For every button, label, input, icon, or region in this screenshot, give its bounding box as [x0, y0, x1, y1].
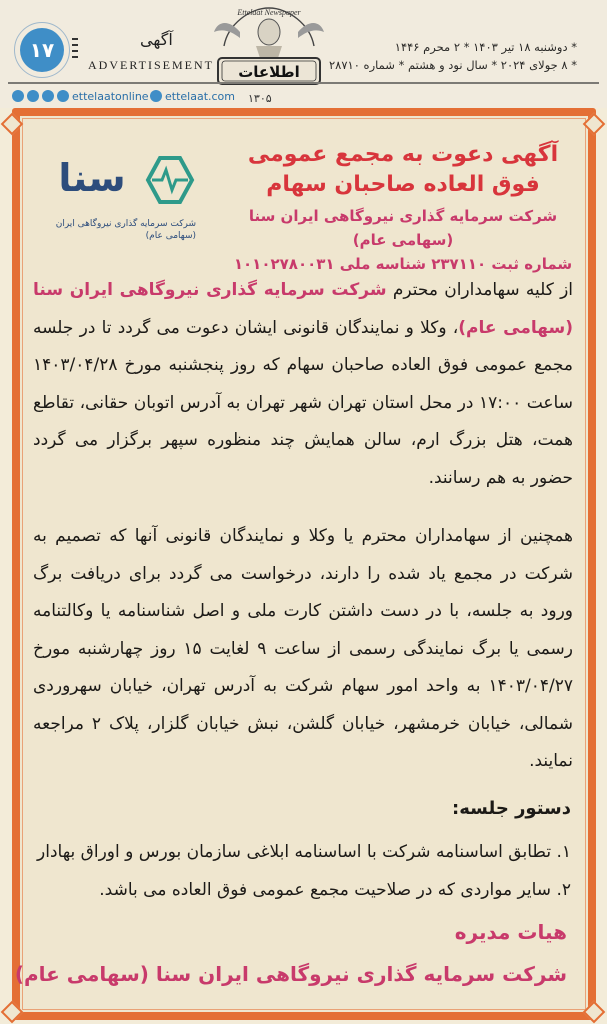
date-line-2: * ۸ جولای ۲۰۲۴ * سال نود و هشتم * شماره ۲۸۷۱۰ — [329, 58, 577, 72]
registration-paragraph: همچنین از سهامداران محترم یا وکلا و نمایندگان قانونی آنها که تصمیم به شرکت در مجمع یاد شده را دارند، درخواست می گردد برای دریافت برگ ورود به جلسه، با در دست داشتن کارت ملی و اصل شناسنامه یا وکالتنامه رسمی یا برگ نمایندگی رسمی از ساعت ۹ لغایت ۱۵ روز چهارشنبه مورخ ۱۴۰۳/۰۴/۲۷ به واحد امور سهام شرکت به آدرس تهران، خیابان سهروردی شمالی، خیابان خرمشهر، خیابان گلشن، نبش خیابان گلزار، پلاک ۲ مراجعه نمایند. — [33, 526, 574, 771]
sana-logo-subtitle: شرکت سرمایه گذاری نیروگاهی ایران (سهامی عام) — [55, 219, 196, 241]
ad-title-block — [223, 140, 583, 276]
twitter-icon — [27, 90, 39, 102]
invitation-prefix: از کلیه سهامداران محترم — [392, 280, 574, 300]
agenda-item: ۱. تطابق اساسنامه شرکت با اساسنامه ابلاغی سازمان بورس و اوراق بهادار — [37, 842, 571, 862]
board-of-directors: هیات مدیره — [454, 920, 567, 944]
company-signature: شرکت سرمایه گذاری نیروگاهی ایران سنا (سهامی عام) — [14, 962, 567, 986]
instagram-icon — [42, 90, 54, 102]
invitation-paragraph — [33, 272, 573, 497]
website-text: ettelaat.com — [165, 90, 236, 103]
telegram-icon — [12, 90, 24, 102]
globe-icon — [150, 90, 162, 102]
advertisement-label-fa: آگهی — [140, 30, 173, 49]
social-links[interactable] — [12, 90, 149, 103]
aparat-icon — [57, 90, 69, 102]
invitation-details: ، وکلا و نمایندگان قانونی ایشان دعوت می گردد تا در جلسه مجمع عمومی فوق العاده صاحبان سهام که روز پنجشنبه مورخ ۱۴۰۳/۰۴/۲۸ ساعت ۱۷:۰۰ در محل استان تهران شهر تهران به آدرس اتوبان حقانی، تقاطع همت، هتل بزرگ ارم، سالن همایش چند منظوره سپهر برگزار می گردد حضور به هم رسانند. — [33, 317, 573, 488]
company-name: شرکت سرمایه گذاری نیروگاهی ایران سنا (سهامی عام) — [248, 207, 558, 249]
newspaper-header — [0, 0, 607, 108]
ad-title-line-2: فوق العاده صاحبان سهام — [266, 172, 540, 197]
agenda-title: دستور جلسه: — [452, 798, 571, 819]
sana-logo — [40, 146, 200, 254]
invitation-company: شرکت سرمایه گذاری نیروگاهی ایران سنا (سهامی عام) — [33, 280, 573, 338]
newspaper-name: اطلاعات — [238, 63, 300, 81]
sana-logo-mark-icon — [142, 150, 198, 210]
established-year: ۱۳۰۵ — [248, 92, 272, 105]
date-line-1: * دوشنبه ۱۸ تیر ۱۴۰۳ * ۲ محرم ۱۴۴۶ — [394, 40, 577, 54]
ad-title-line-1: آگهی دعوت به مجمع عمومی — [247, 142, 559, 167]
social-handle-text: ettelaatonline — [72, 90, 149, 103]
advertisement-label-en: ADVERTISEMENT — [88, 58, 214, 72]
header-divider — [8, 82, 599, 84]
page-number-badge: ۱۷ — [20, 28, 64, 72]
registration-number: شماره ثبت ۲۳۷۱۱۰ شناسه ملی ۱۰۱۰۲۷۸۰۰۳۱ — [233, 255, 573, 273]
agenda-item: ۲. سایر مواردی که در صلاحیت مجمع عمومی فوق العاده می باشد. — [99, 880, 571, 900]
separator-bars — [72, 38, 78, 64]
website-link[interactable] — [150, 90, 235, 103]
newspaper-name-en: Ettelaat Newspaper — [237, 8, 301, 17]
sana-logo-name: سنا — [58, 156, 126, 200]
